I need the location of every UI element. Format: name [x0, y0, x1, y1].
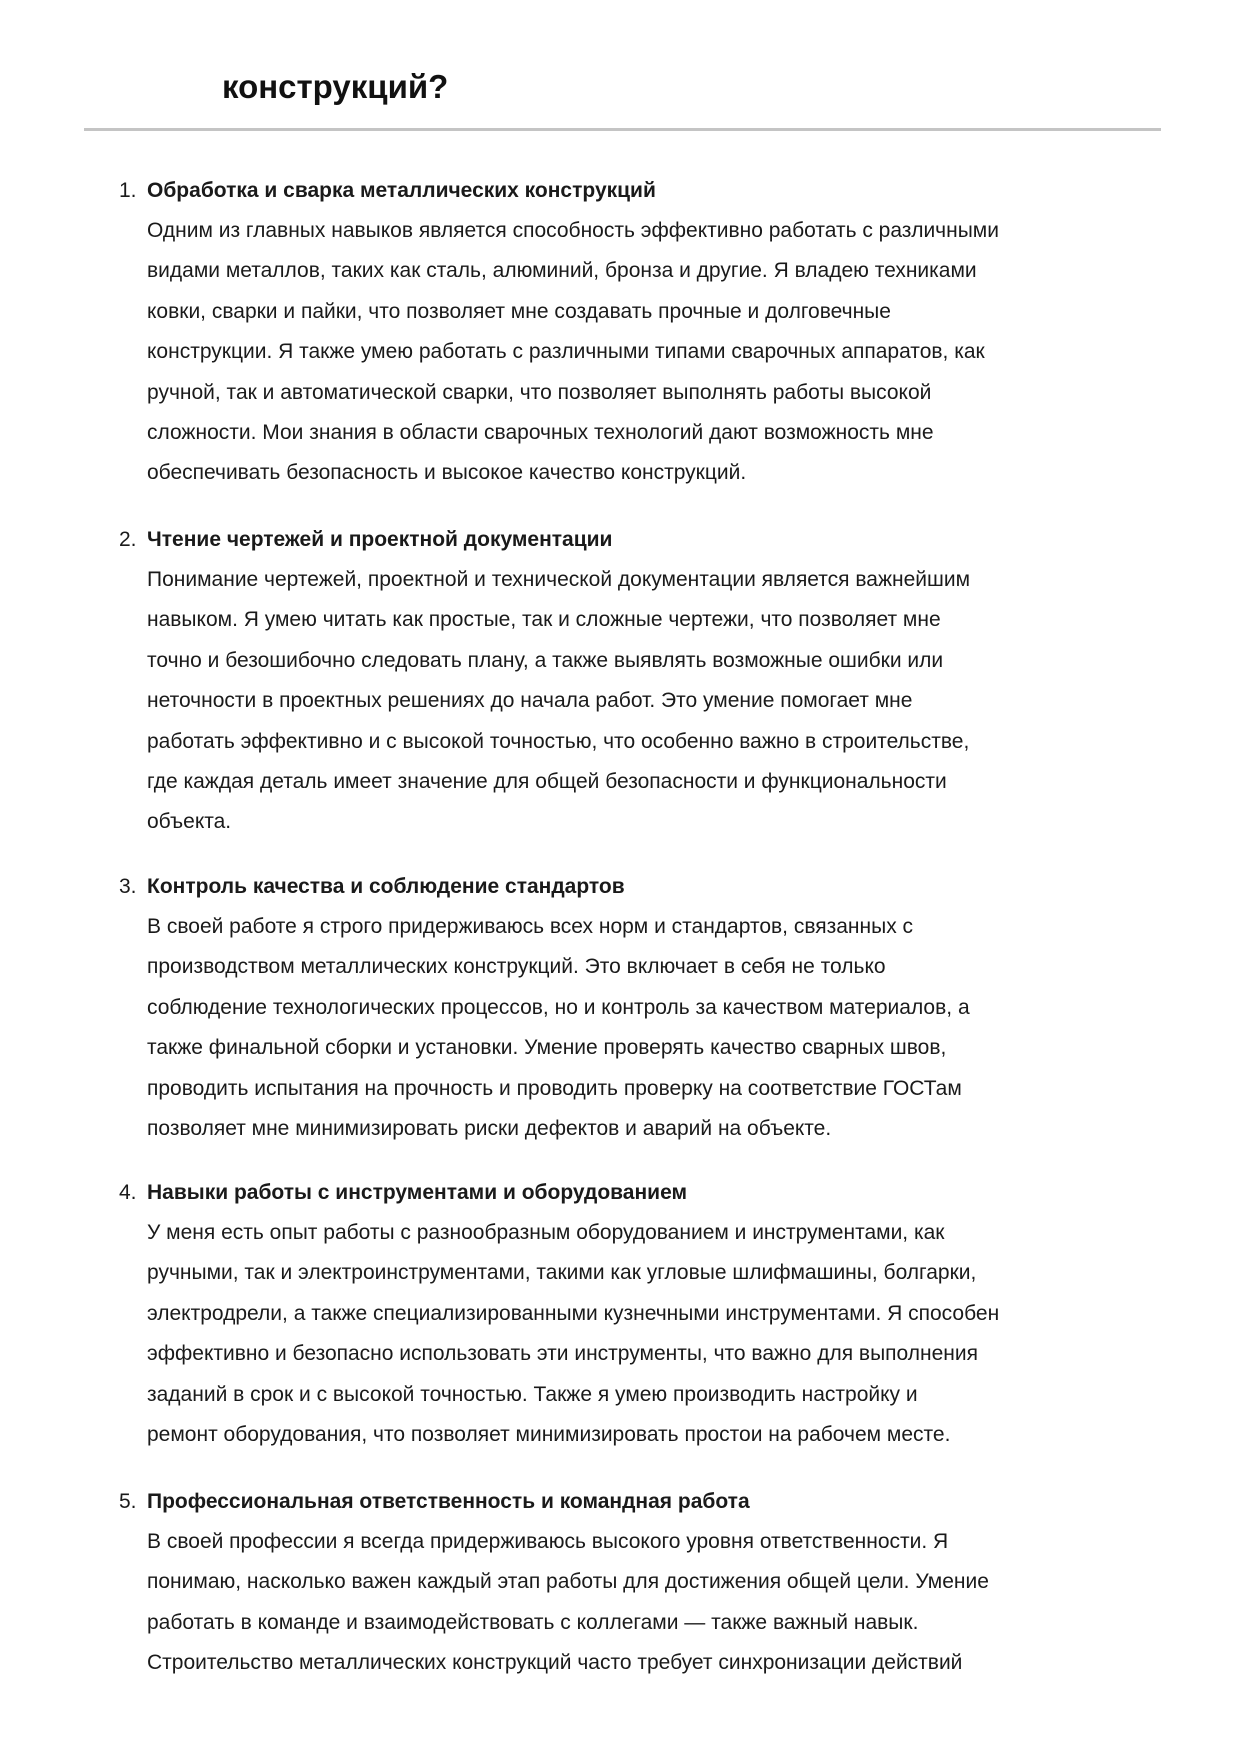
- item-body: [147, 1522, 989, 1684]
- item-number: 2.: [119, 528, 137, 551]
- body-line: У меня есть опыт работы с разнообразным оборудованием и инструментами, как: [147, 1221, 945, 1244]
- item-title: Профессиональная ответственность и командная работа: [147, 1490, 750, 1513]
- body-line: заданий в срок и с высокой точностью. Также я умею производить настройку и: [147, 1382, 918, 1406]
- body-line: работать в команде и взаимодействовать с коллегами — также важный навык.: [147, 1610, 919, 1634]
- item-number: 3.: [119, 875, 137, 898]
- body-line: соблюдение технологических процессов, но и контроль за качеством материалов, а: [147, 995, 970, 1019]
- body-line: работать эффективно и с высокой точностью, что особенно важно в строительстве,: [147, 729, 970, 753]
- item-number: 5.: [119, 1490, 137, 1513]
- item-title: Чтение чертежей и проектной документации: [147, 528, 613, 551]
- body-line: навыком. Я умею читать как простые, так и сложные чертежи, что позволяет мне: [147, 608, 941, 632]
- body-line: точно и безошибочно следовать плану, а также выявлять возможные ошибки или: [147, 648, 944, 672]
- body-line: сложности. Мои знания в области сварочных технологий дают возможность мне: [147, 421, 934, 445]
- item-body: [147, 1213, 999, 1455]
- body-line: неточности в проектных решениях до начала работ. Это умение помогает мне: [147, 689, 913, 713]
- body-line: ковки, сварки и пайки, что позволяет мне создавать прочные и долговечные: [147, 299, 891, 323]
- body-line: где каждая деталь имеет значение для общей безопасности и функциональности: [147, 770, 947, 794]
- item-number: 1.: [119, 179, 137, 202]
- item-title: Навыки работы с инструментами и оборудованием: [147, 1181, 688, 1204]
- body-line: эффективно и безопасно использовать эти инструменты, что важно для выполнения: [147, 1342, 978, 1366]
- body-line: видами металлов, таких как сталь, алюминий, бронза и другие. Я владею техниками: [147, 259, 977, 283]
- body-line: ручными, так и электроинструментами, такими как угловые шлифмашины, болгарки,: [147, 1261, 977, 1285]
- body-line: объекта.: [147, 810, 232, 834]
- body-line: Строительство металлических конструкций часто требует синхронизации действий: [147, 1651, 963, 1675]
- item-body: [147, 211, 999, 494]
- body-line: позволяет мне минимизировать риски дефектов и аварий на объекте.: [147, 1117, 832, 1141]
- item-body: [147, 907, 970, 1149]
- body-line: В своей работе я строго придерживаюсь всех норм и стандартов, связанных с: [147, 915, 914, 938]
- body-line: Одним из главных навыков является способность эффективно работать с различными: [147, 219, 999, 242]
- body-line: В своей профессии я всегда придерживаюсь высокого уровня ответственности. Я: [147, 1530, 949, 1553]
- body-line: Понимание чертежей, проектной и технической документации является важнейшим: [147, 568, 971, 591]
- divider: [84, 128, 1161, 131]
- body-line: также финальной сборки и установки. Умение проверять качество сварных швов,: [147, 1036, 947, 1060]
- body-line: понимаю, насколько важен каждый этап работы для достижения общей цели. Умение: [147, 1570, 989, 1594]
- body-line: производством металлических конструкций. Это включает в себя не только: [147, 955, 886, 979]
- item-title: Обработка и сварка металлических конструкций: [147, 179, 656, 202]
- body-line: ремонт оборудования, что позволяет минимизировать простои на рабочем месте.: [147, 1423, 951, 1447]
- body-line: ручной, так и автоматической сварки, что позволяет выполнять работы высокой: [147, 380, 932, 404]
- section-heading: конструкций?: [222, 68, 449, 105]
- body-line: обеспечивать безопасность и высокое качество конструкций.: [147, 461, 747, 485]
- body-line: конструкции. Я также умею работать с различными типами сварочных аппаратов, как: [147, 340, 985, 364]
- body-line: электродрели, а также специализированными кузнечными инструментами. Я способен: [147, 1301, 1000, 1325]
- item-number: 4.: [119, 1181, 137, 1204]
- item-title: Контроль качества и соблюдение стандартов: [147, 875, 625, 898]
- body-line: проводить испытания на прочность и проводить проверку на соответствие ГОСТам: [147, 1076, 962, 1100]
- item-body: [147, 560, 970, 843]
